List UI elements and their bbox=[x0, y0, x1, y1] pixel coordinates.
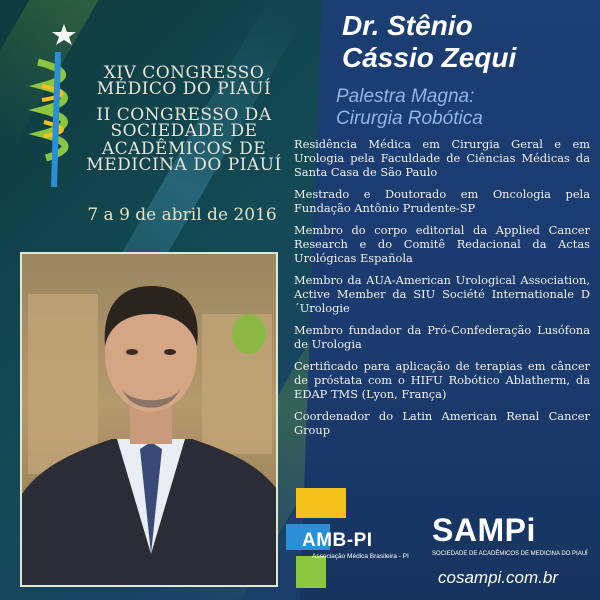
congress-title-line: XIV CONGRESSO bbox=[103, 63, 265, 83]
credential-item: Membro da AUA-American Urological Association, Active Member da SIU Société Internationale D´Urologie bbox=[294, 273, 590, 315]
credential-item: Mestrado e Doutorado em Oncologia pela Fundação Antônio Prudente-SP bbox=[294, 187, 590, 215]
congress-title-line: MÉDICO DO PIAUÍ bbox=[96, 79, 272, 99]
credential-item: Certificado para aplicação de terapias em câncer de próstata com o HIFU Robótico Ablatherm, da EDAP TMS (Lyon, França) bbox=[294, 359, 590, 401]
lecture-title bbox=[336, 86, 586, 130]
congress-title-line: ACADÊMICOS DE bbox=[101, 139, 267, 159]
credential-item: Coordenador do Latin American Renal Cancer Group bbox=[294, 409, 590, 437]
website-url[interactable]: cosampi.com.br bbox=[438, 568, 558, 587]
credentials-list bbox=[294, 137, 590, 445]
lecture-title-line: Palestra Magna: bbox=[336, 86, 475, 107]
lecture-title-line: Cirurgia Robótica bbox=[336, 108, 483, 129]
congress-title-line: SOCIEDADE DE bbox=[110, 121, 258, 141]
sampi-name: SAMPi bbox=[432, 512, 536, 548]
speaker-name-line: Cássio Zequi bbox=[342, 42, 517, 73]
speaker-photo bbox=[20, 252, 278, 587]
speaker-name-line: Dr. Stênio bbox=[342, 10, 473, 41]
amb-pi-subtitle: Associação Médica Brasileira - PI bbox=[312, 553, 409, 560]
sampi-logo bbox=[432, 512, 592, 562]
congress-title-line: MEDICINA DO PIAUÍ bbox=[86, 155, 282, 175]
congress-title-line: II CONGRESSO DA bbox=[96, 105, 272, 125]
sampi-subtitle: SOCIEDADE DE ACADÊMICOS DE MEDICINA DO PIAUÍ bbox=[432, 551, 588, 557]
event-dates: 7 a 9 de abril de 2016 bbox=[87, 205, 277, 225]
speaker-name bbox=[342, 10, 592, 74]
credential-item: Residência Médica em Cirurgia Geral e em Urologia pela Faculdade de Ciências Médicas da Santa Casa de São Paulo bbox=[294, 137, 590, 179]
amb-pi-name: AMB-PI bbox=[302, 530, 373, 551]
credential-item: Membro do corpo editorial da Applied Cancer Research e do Comitê Redacional da Actas Urológicas Española bbox=[294, 223, 590, 265]
amb-pi-logo bbox=[286, 488, 426, 588]
speaker-portrait bbox=[22, 254, 278, 587]
congress-ribbon-logo-icon bbox=[28, 22, 84, 192]
credential-item: Membro fundador da Pró-Confederação Lusófona de Urologia bbox=[294, 323, 590, 351]
